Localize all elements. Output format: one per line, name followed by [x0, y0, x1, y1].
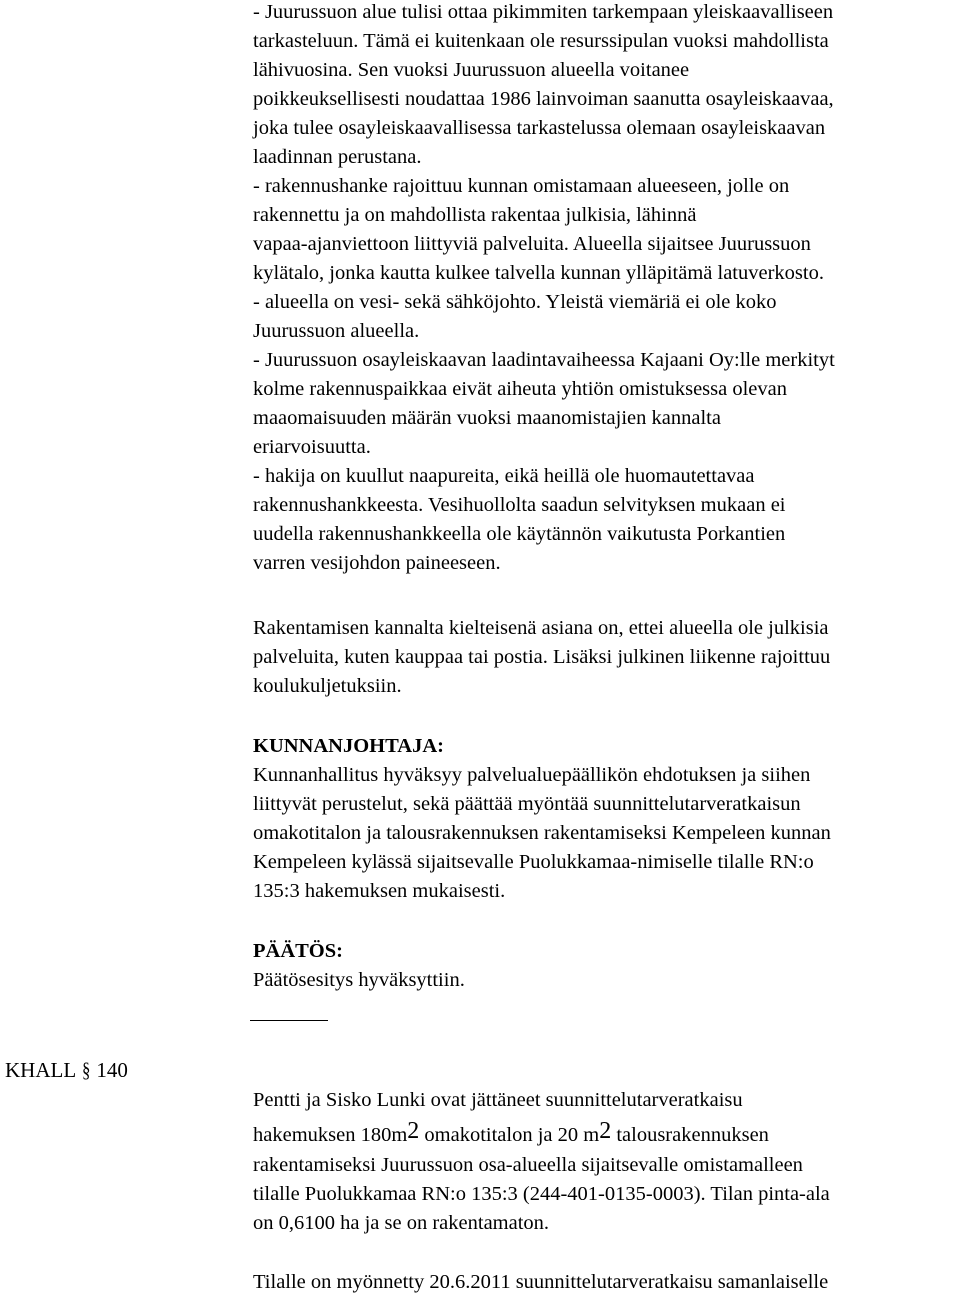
text-line: - Juurussuon osayleiskaavan laadintavaiheessa Kajaani Oy:lle merkityt: [253, 349, 835, 371]
text-segment: talousrakennuksen: [611, 1124, 769, 1146]
text-line: - hakija on kuullut naapureita, eikä heillä ole huomautettavaa: [253, 465, 755, 487]
text-line: joka tulee osayleiskaavallisessa tarkastelussa olemaan osayleiskaavan: [253, 117, 826, 139]
section-label-text: KHALL: [5, 1058, 76, 1082]
paatos-heading: PÄÄTÖS:: [253, 940, 343, 962]
text-line: - rakennushanke rajoittuu kunnan omistamaan alueeseen, jolle on: [253, 175, 790, 197]
text-line: 135:3 hakemuksen mukaisesti.: [253, 880, 506, 902]
section-label: [5, 1056, 128, 1085]
text-line: kolme rakennuspaikkaa eivät aiheuta yhtiön omistuksessa olevan: [253, 378, 787, 400]
section-number: 140: [96, 1058, 128, 1082]
text-line: tilalle Puolukkamaa RN:o 135:3 (244-401-0135-0003). Tilan pinta-ala: [253, 1183, 830, 1205]
text-line-with-superscripts: [253, 1118, 769, 1150]
text-line: Rakentamisen kannalta kielteisenä asiana on, ettei alueella ole julkisia: [253, 617, 829, 639]
text-line: poikkeuksellisesti noudattaa 1986 lainvoiman saanutta osayleiskaavaa,: [253, 88, 834, 110]
section-sign: §: [81, 1058, 91, 1082]
text-line: Kempeleen kylässä sijaitsevalle Puolukkamaa-nimiselle tilalle RN:o: [253, 851, 814, 873]
text-line: rakennettu ja on mahdollista rakentaa julkisia, lähinnä: [253, 204, 697, 226]
text-line: kylätalo, jonka kautta kulkee talvella kunnan ylläpitämä latuverkosto.: [253, 262, 824, 284]
text-segment: omakotitalon ja 20 m: [419, 1124, 600, 1146]
text-segment: hakemuksen 180m: [253, 1124, 408, 1146]
text-line: palveluita, kuten kauppaa tai postia. Lisäksi julkinen liikenne rajoittuu: [253, 646, 831, 668]
text-line: varren vesijohdon paineeseen.: [253, 552, 501, 574]
text-line: Tilalle on myönnetty 20.6.2011 suunnittelutarveratkaisu samanlaiselle: [253, 1271, 829, 1293]
text-line: on 0,6100 ha ja se on rakentamaton.: [253, 1212, 550, 1234]
text-line: Juurussuon alueella.: [253, 320, 420, 342]
text-line: uudella rakennushankkeella ole käytännön vaikutusta Porkantien: [253, 523, 786, 545]
kunnanjohtaja-heading: KUNNANJOHTAJA:: [253, 735, 444, 757]
text-line: laadinnan perustana.: [253, 146, 422, 168]
superscript: 2: [407, 1118, 420, 1144]
text-line: rakentamiseksi Juurussuon osa-alueella sijaitsevalle omistamalleen: [253, 1154, 803, 1176]
text-line: lähivuosina. Sen vuoksi Juurussuon alueella voitanee: [253, 59, 690, 81]
paatos-text: Päätösesitys hyväksyttiin.: [253, 969, 465, 991]
text-line: - alueella on vesi- sekä sähköjohto. Yleistä viemäriä ei ole koko: [253, 291, 777, 313]
text-line: tarkasteluun. Tämä ei kuitenkaan ole resurssipulan vuoksi mahdollista: [253, 30, 829, 52]
text-line: Pentti ja Sisko Lunki ovat jättäneet suunnittelutarveratkaisu: [253, 1089, 743, 1111]
text-line: Kunnanhallitus hyväksyy palvelualuepäällikön ehdotuksen ja siihen: [253, 764, 811, 786]
text-line: liittyvät perustelut, sekä päättää myöntää suunnittelutarveratkaisun: [253, 793, 801, 815]
text-line: omakotitalon ja talousrakennuksen rakentamiseksi Kempeleen kunnan: [253, 822, 831, 844]
text-line: eriarvoisuutta.: [253, 436, 371, 458]
text-line: koulukuljetuksiin.: [253, 675, 402, 697]
text-line: vapaa-ajanviettoon liittyviä palveluita. Alueella sijaitsee Juurussuon: [253, 233, 811, 255]
text-line: maaomaisuuden määrän vuoksi maanomistajien kannalta: [253, 407, 721, 429]
superscript: 2: [599, 1118, 612, 1144]
section-divider: [250, 1020, 328, 1021]
text-line: rakennushankkeesta. Vesihuollolta saadun selvityksen mukaan ei: [253, 494, 786, 516]
text-line: - Juurussuon alue tulisi ottaa pikimmiten tarkempaan yleiskaavalliseen: [253, 1, 834, 23]
